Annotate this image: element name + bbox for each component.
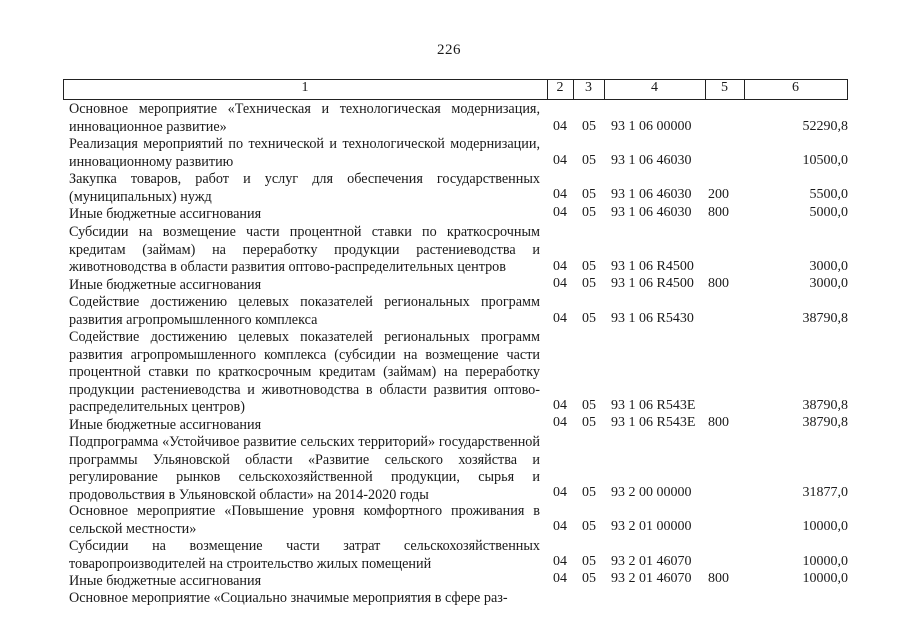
row-description: Реализация мероприятий по технической и технологической модернизации, инновационному развитию [69,136,540,170]
table-header [63,79,848,99]
row-description: Основное мероприятие «Социально значимые мероприятия в сфере раз- [69,590,508,606]
row-subsection: 05 [582,187,596,202]
row-amount: 38790,8 [802,415,848,430]
row-amount: 3000,0 [809,259,848,274]
row-amount: 38790,8 [802,398,848,413]
row-amount: 10000,0 [802,519,848,534]
row-amount: 5000,0 [809,205,848,220]
row-target-code: 93 2 00 00000 [611,485,692,500]
row-section: 04 [553,554,567,569]
row-target-code: 93 1 06 46030 [611,187,692,202]
header-bottom-border [63,99,848,100]
row-subsection: 05 [582,119,596,134]
row-target-code: 93 1 06 00000 [611,119,692,134]
row-description: Субсидии на возмещение части затрат сельскохозяйственных товаропроизводителей на строительство жилых помещений [69,538,540,572]
row-description: Иные бюджетные ассигнования [69,417,262,433]
row-section: 04 [553,485,567,500]
row-target-code: 93 1 06 R4500 [611,276,694,291]
row-subsection: 05 [582,153,596,168]
header-col-3: 3 [585,80,592,95]
row-subsection: 05 [582,205,596,220]
page-number: 226 [437,42,461,58]
row-subsection: 05 [582,554,596,569]
header-col-6: 6 [792,80,799,95]
row-subsection: 05 [582,519,596,534]
row-section: 04 [553,311,567,326]
row-subsection: 05 [582,398,596,413]
row-target-code: 93 1 06 R543E [611,415,696,430]
row-description: Субсидии на возмещение части процентной ставки по краткосрочным кредитам (займам) на переработку продукции растениеводства и животноводства в области развития оптово-распределительных центров [69,224,540,276]
row-subsection: 05 [582,311,596,326]
row-target-code: 93 1 06 46030 [611,153,692,168]
row-target-code: 93 1 06 46030 [611,205,692,220]
row-expense-type: 800 [708,276,729,291]
row-subsection: 05 [582,259,596,274]
row-description: Подпрограмма «Устойчивое развитие сельских территорий» государственной программы Ульяновской области «Развитие сельского хозяйства и регулирование рынков сельскохозяйственной продукции, сырья и продовольствия в Ульяновской области» на 2014-2020 годы [69,434,540,503]
row-target-code: 93 2 01 46070 [611,554,692,569]
header-col-4: 4 [651,80,658,95]
row-description: Основное мероприятие «Техническая и технологическая модернизация, инновационное развитие» [69,101,540,135]
row-expense-type: 200 [708,187,729,202]
row-target-code: 93 2 01 46070 [611,571,692,586]
row-section: 04 [553,259,567,274]
row-description: Закупка товаров, работ и услуг для обеспечения государственных (муниципальных) нужд [69,171,540,205]
row-amount: 5500,0 [809,187,848,202]
row-section: 04 [553,571,567,586]
row-section: 04 [553,519,567,534]
row-subsection: 05 [582,276,596,291]
row-target-code: 93 2 01 00000 [611,519,692,534]
row-section: 04 [553,153,567,168]
row-section: 04 [553,187,567,202]
row-amount: 31877,0 [802,485,848,500]
row-amount: 38790,8 [802,311,848,326]
row-amount: 3000,0 [809,276,848,291]
row-amount: 10000,0 [802,554,848,569]
row-target-code: 93 1 06 R5430 [611,311,694,326]
row-description: Содействие достижению целевых показателей региональных программ развития агропромышленного комплекса [69,294,540,328]
row-description: Иные бюджетные ассигнования [69,206,262,222]
row-section: 04 [553,205,567,220]
row-subsection: 05 [582,485,596,500]
row-description: Иные бюджетные ассигнования [69,277,262,293]
row-target-code: 93 1 06 R4500 [611,259,694,274]
row-expense-type: 800 [708,415,729,430]
row-section: 04 [553,398,567,413]
row-description: Содействие достижению целевых показателей региональных программ развития агропромышленного комплекса (субсидии на возмещение части процентной ставки по краткосрочным кредитам (займам) на переработку продукции растениеводства и животноводства в области развития оптово-распределительных центров) [69,329,540,416]
row-expense-type: 800 [708,571,729,586]
row-amount: 10500,0 [802,153,848,168]
row-section: 04 [553,276,567,291]
row-section: 04 [553,415,567,430]
row-description: Иные бюджетные ассигнования [69,573,262,589]
header-col-2: 2 [556,80,564,95]
header-col-1: 1 [301,80,309,95]
row-subsection: 05 [582,571,596,586]
row-section: 04 [553,119,567,134]
row-description: Основное мероприятие «Повышение уровня комфортного проживания в сельской местности» [69,503,540,537]
row-amount: 10000,0 [802,571,848,586]
row-target-code: 93 1 06 R543E [611,398,696,413]
row-expense-type: 800 [708,205,729,220]
header-col-5: 5 [721,80,728,95]
row-amount: 52290,8 [802,119,848,134]
header-divider [847,79,848,100]
row-subsection: 05 [582,415,596,430]
